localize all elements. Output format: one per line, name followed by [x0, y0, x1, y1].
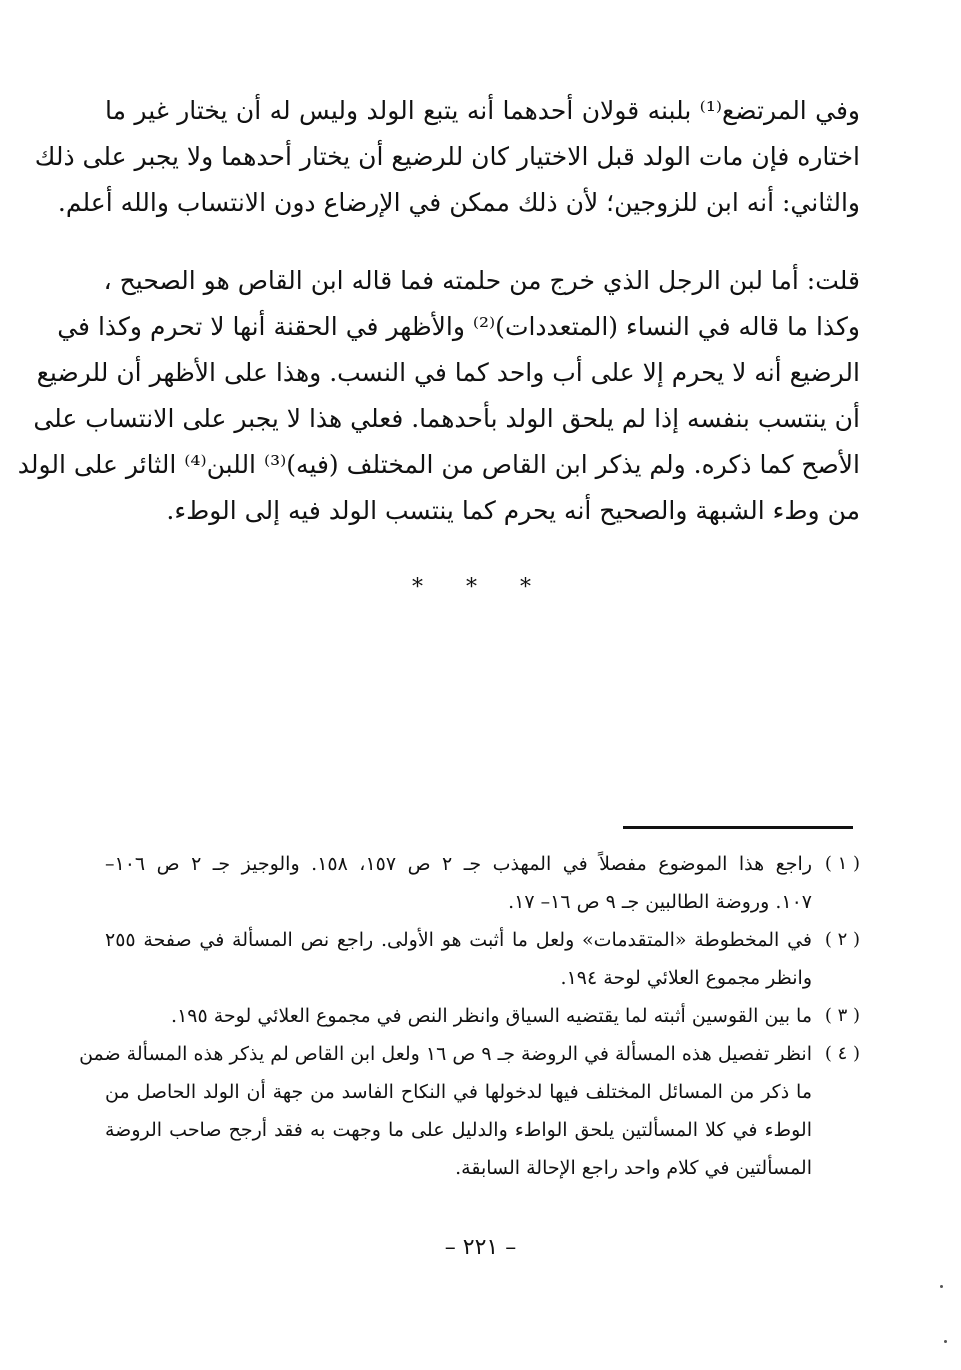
text-line: أن ينتسب بنفسه إذا لم يلحق الولد بأحدهما. فعلي هذا لا يجبر على الانتساب على — [33, 404, 860, 433]
footnote-line: ١٠٧. وروضة الطالبين جـ ٩ ص ١٦– ١٧. — [508, 891, 812, 913]
footnote-number: ( ٣ ) — [824, 1005, 860, 1026]
text-line: من وطء الشبهة والصحيح أنه يحرم كما ينتسب الولد فيه إلى الوطء. — [166, 496, 860, 525]
text-line: الرضيع أنه لا يحرم إلا على أب واحد كما في النسب. وهذا على الأظهر أن للرضيع — [36, 358, 860, 387]
footnote-line: وانظر مجموع العلائي لوحة ١٩٤. — [560, 967, 812, 989]
footnotes — [79, 845, 860, 1187]
footnote-number: ( ٤ ) — [824, 1043, 860, 1064]
paragraph-2 — [17, 258, 860, 534]
footnote-line: انظر تفصيل هذه المسألة في الروضة جـ ٩ ص ١٦ ولعل ابن القاص لم يذكر هذه المسألة ضمن — [79, 1043, 812, 1065]
footnote-4 — [79, 1035, 860, 1187]
section-separator: * * * — [412, 575, 549, 600]
footnote-line: المسألتين في كلام واحد راجع الإحالة السابقة. — [455, 1157, 812, 1179]
page-number: – ٢٢١ – — [444, 1235, 517, 1260]
text-line: وفي المرتضع⁽¹⁾ بلبنه قولان أحدهما أنه يتبع الولد وليس له أن يختار غير ما — [105, 96, 861, 125]
text-line: وكذا ما قاله في النساء (المتعددات)⁽²⁾ والأظهر في الحقنة أنها لا تحرم وكذا في — [57, 312, 860, 341]
scan-speck — [940, 1285, 943, 1288]
paragraph-1 — [34, 88, 861, 226]
footnote-line: ما ذكر من المسائل المختلف فيها لدخولها في النكاح الفاسد من جهة أن الولد الحاصل من — [105, 1081, 812, 1103]
footnote-line: في المخطوطة «المتقدمات» ولعل ما أثبت هو الأولى. راجع نص المسألة في صفحة ٢٥٥ — [105, 929, 812, 951]
scan-speck — [944, 1340, 947, 1343]
footnote-3 — [105, 997, 860, 1035]
text-line: والثاني: أنه ابن للزوجين؛ لأن ذلك ممكن في الإرضاع دون الانتساب والله أعلم. — [57, 188, 860, 217]
footnote-rule — [623, 826, 853, 829]
text-line: اختاره فإن مات الولد قبل الاختيار كان للرضيع أن يختار أحدهما ولا يجبر على ذلك — [34, 142, 860, 171]
footnote-2 — [105, 921, 860, 997]
footnote-line: الوطء في كلا المسألتين يلحق الواطء والدليل على ما وجهت به فقد أرجح صاحب الروضة — [105, 1119, 812, 1141]
text-line: الأصح كما ذكره. ولم يذكر ابن القاص من المختلف (فيه)⁽³⁾ اللبن⁽⁴⁾ الثائر على الولد — [17, 450, 860, 479]
footnote-line: راجع هذا الموضوع مفصلاً في المهذب جـ ٢ ص ١٥٧، ١٥٨. والوجيز جـ ٢ ص ١٠٦– — [105, 853, 812, 875]
footnote-line: ما بين القوسين أثبته لما يقتضيه السياق وانظر النص في مجموع العلائي لوحة ١٩٥. — [171, 1005, 812, 1027]
main-text — [17, 88, 861, 534]
footnote-number: ( ١ ) — [824, 853, 860, 874]
text-line: قلت: أما لبن الرجل الذي خرج من حلمته فما قاله ابن القاص هو الصحيح ، — [103, 266, 860, 295]
footnote-1 — [105, 845, 860, 921]
footnote-number: ( ٢ ) — [824, 929, 860, 950]
